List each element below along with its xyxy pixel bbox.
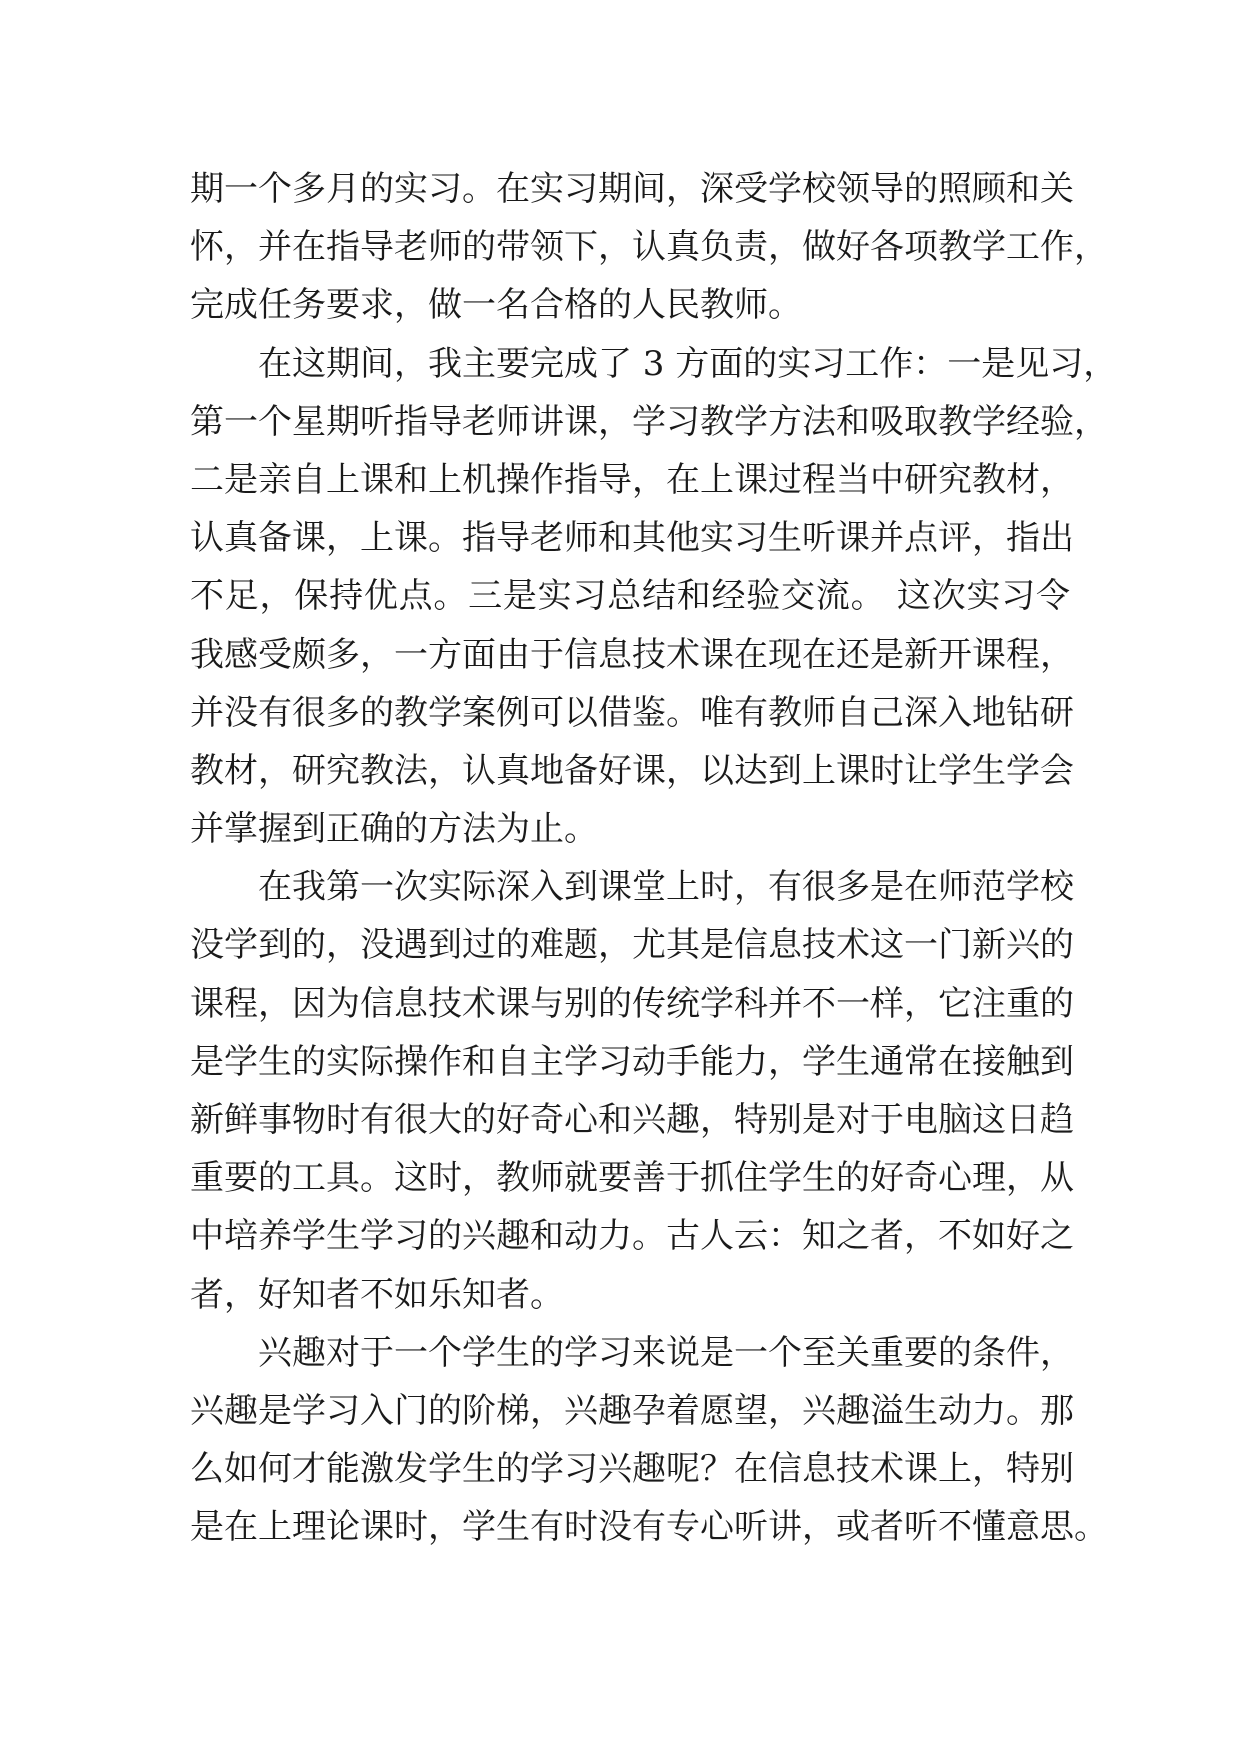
text-line: 是学生的实际操作和自主学习动手能力，学生通常在接触到	[190, 1041, 1074, 1082]
text-line: 么如何才能激发学生的学习兴趣呢？在信息技术课上，特别	[190, 1449, 1074, 1490]
text-line: 完成任务要求，做一名合格的人民教师。	[190, 285, 802, 326]
text-line: 并没有很多的教学案例可以借鉴。唯有教师自己深入地钻研	[190, 692, 1074, 733]
text-line: 期一个多月的实习。在实习期间，深受学校领导的照顾和关	[190, 169, 1074, 209]
paragraph	[190, 1324, 1108, 1557]
text-line: 并掌握到正确的方法为止。	[190, 809, 598, 850]
text-line: 二是亲自上课和上机操作指导，在上课过程当中研究教材，	[190, 459, 1074, 500]
document-body	[190, 160, 1118, 1557]
text-line: 在这期间，我主要完成了 3 方面的实习工作：一是见习，	[258, 343, 1118, 384]
text-line: 兴趣对于一个学生的学习来说是一个至关重要的条件，	[258, 1332, 1074, 1373]
text-line: 是在上理论课时，学生有时没有专心听讲，或者听不懂意思。	[190, 1507, 1108, 1548]
paragraph	[190, 160, 1108, 335]
text-line: 者，好知者不如乐知者。	[190, 1274, 564, 1315]
paragraph	[190, 335, 1118, 859]
text-line: 不足，保持优点。三是实习总结和经验交流。 这次实习令	[190, 576, 1070, 617]
text-line: 重要的工具。这时，教师就要善于抓住学生的好奇心理，从	[190, 1158, 1074, 1199]
text-line: 课程，因为信息技术课与别的传统学科并不一样，它注重的	[190, 983, 1074, 1024]
text-line: 在我第一次实际深入到课堂上时，有很多是在师范学校	[258, 867, 1074, 908]
text-line: 兴趣是学习入门的阶梯，兴趣孕着愿望，兴趣溢生动力。那	[190, 1390, 1074, 1431]
text-line: 第一个星期听指导老师讲课，学习教学方法和吸取教学经验，	[190, 401, 1108, 442]
text-line: 怀，并在指导老师的带领下，认真负责，做好各项教学工作，	[190, 227, 1108, 268]
text-line: 新鲜事物时有很大的好奇心和兴趣，特别是对于电脑这日趋	[190, 1100, 1074, 1140]
text-line: 认真备课，上课。指导老师和其他实习生听课并点评，指出	[190, 518, 1074, 559]
text-line: 教材，研究教法，认真地备好课，以达到上课时让学生学会	[190, 750, 1074, 791]
paragraph	[190, 858, 1074, 1324]
text-line: 我感受颇多，一方面由于信息技术课在现在还是新开课程，	[190, 634, 1074, 675]
text-line: 中培养学生学习的兴趣和动力。古人云：知之者，不如好之	[190, 1216, 1074, 1257]
text-line: 没学到的，没遇到过的难题，尤其是信息技术这一门新兴的	[190, 925, 1074, 966]
